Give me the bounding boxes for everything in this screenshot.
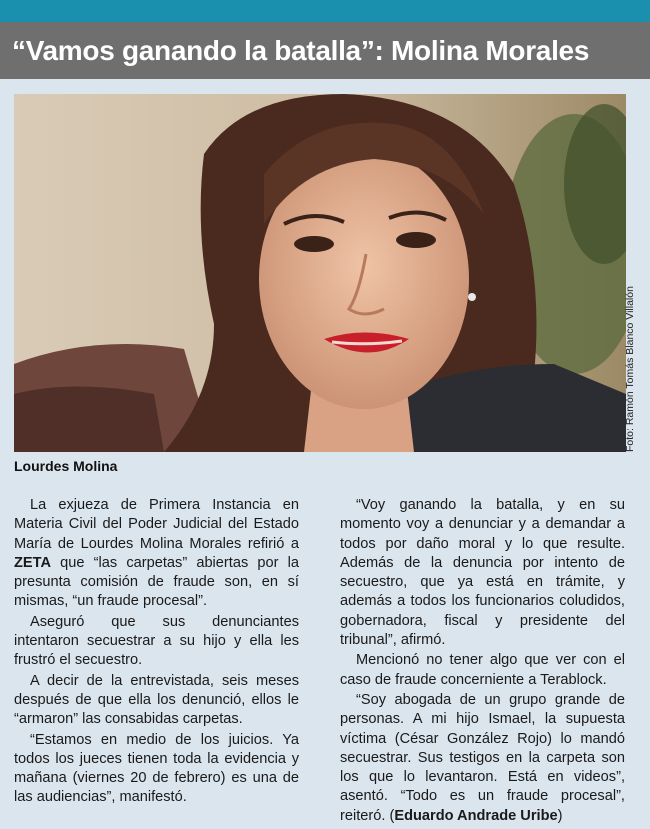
photo-credit: Foto: Ramón Tomás Blanco Villalón	[624, 286, 636, 452]
publication-name: ZETA	[14, 554, 52, 571]
article-column-right	[340, 496, 625, 827]
paragraph: Mencionó no tener algo que ver con el caso de fraude concerniente a Terablock.	[340, 652, 625, 688]
paragraph: Aseguró que sus denunciantes intentaron secuestrar a su hijo y ella les frustró el secuestro.	[14, 613, 299, 669]
article-headline: “Vamos ganando la batalla”: Molina Morales	[12, 34, 590, 66]
headline-bar	[0, 22, 650, 79]
paragraph: A decir de la entrevistada, seis meses después de que ella los denunció, ellos le “armaron” las consabidas carpetas.	[14, 672, 299, 728]
article-photo	[14, 94, 626, 452]
paragraph: “Estamos en medio de los juicios. Ya todos los jueces tienen toda la evidencia y mañana (viernes 20 de febrero) es una de las audiencias”, manifestó.	[14, 731, 299, 806]
paragraph: “Soy abogada de un grupo grande de personas. A mi hijo Ismael, la supuesta víctima (César González Rojo) lo mandó secuestrar. Sus testigos en la carpeta son los que lo levantaron. Está en videos”, asentó. “Todo es un fraude procesal”, reiteró. (Eduardo Andrade Uribe)	[340, 691, 625, 824]
photo-caption: Lourdes Molina	[14, 458, 118, 474]
paragraph: La exjueza de Primera Instancia en Materia Civil del Poder Judicial del Estado María de Lourdes Molina Morales refirió a ZETA que “las carpetas” abiertas por la presunta comisión de fraude son, en sí mismas, “un fraude procesal”.	[14, 497, 299, 610]
paragraph: “Voy ganando la batalla, y en su momento voy a denunciar y a demandar a todos por daño moral y lo que resulte. Además de la denuncia por intento de secuestro, que ya está en trámite, y además a todos los funcionarios coludidos, gobernadora, fiscal y presidente del tribunal”, afirmó.	[340, 497, 625, 649]
byline: Eduardo Andrade Uribe	[394, 807, 558, 824]
article-column-left	[14, 496, 299, 809]
top-color-band	[0, 0, 650, 22]
